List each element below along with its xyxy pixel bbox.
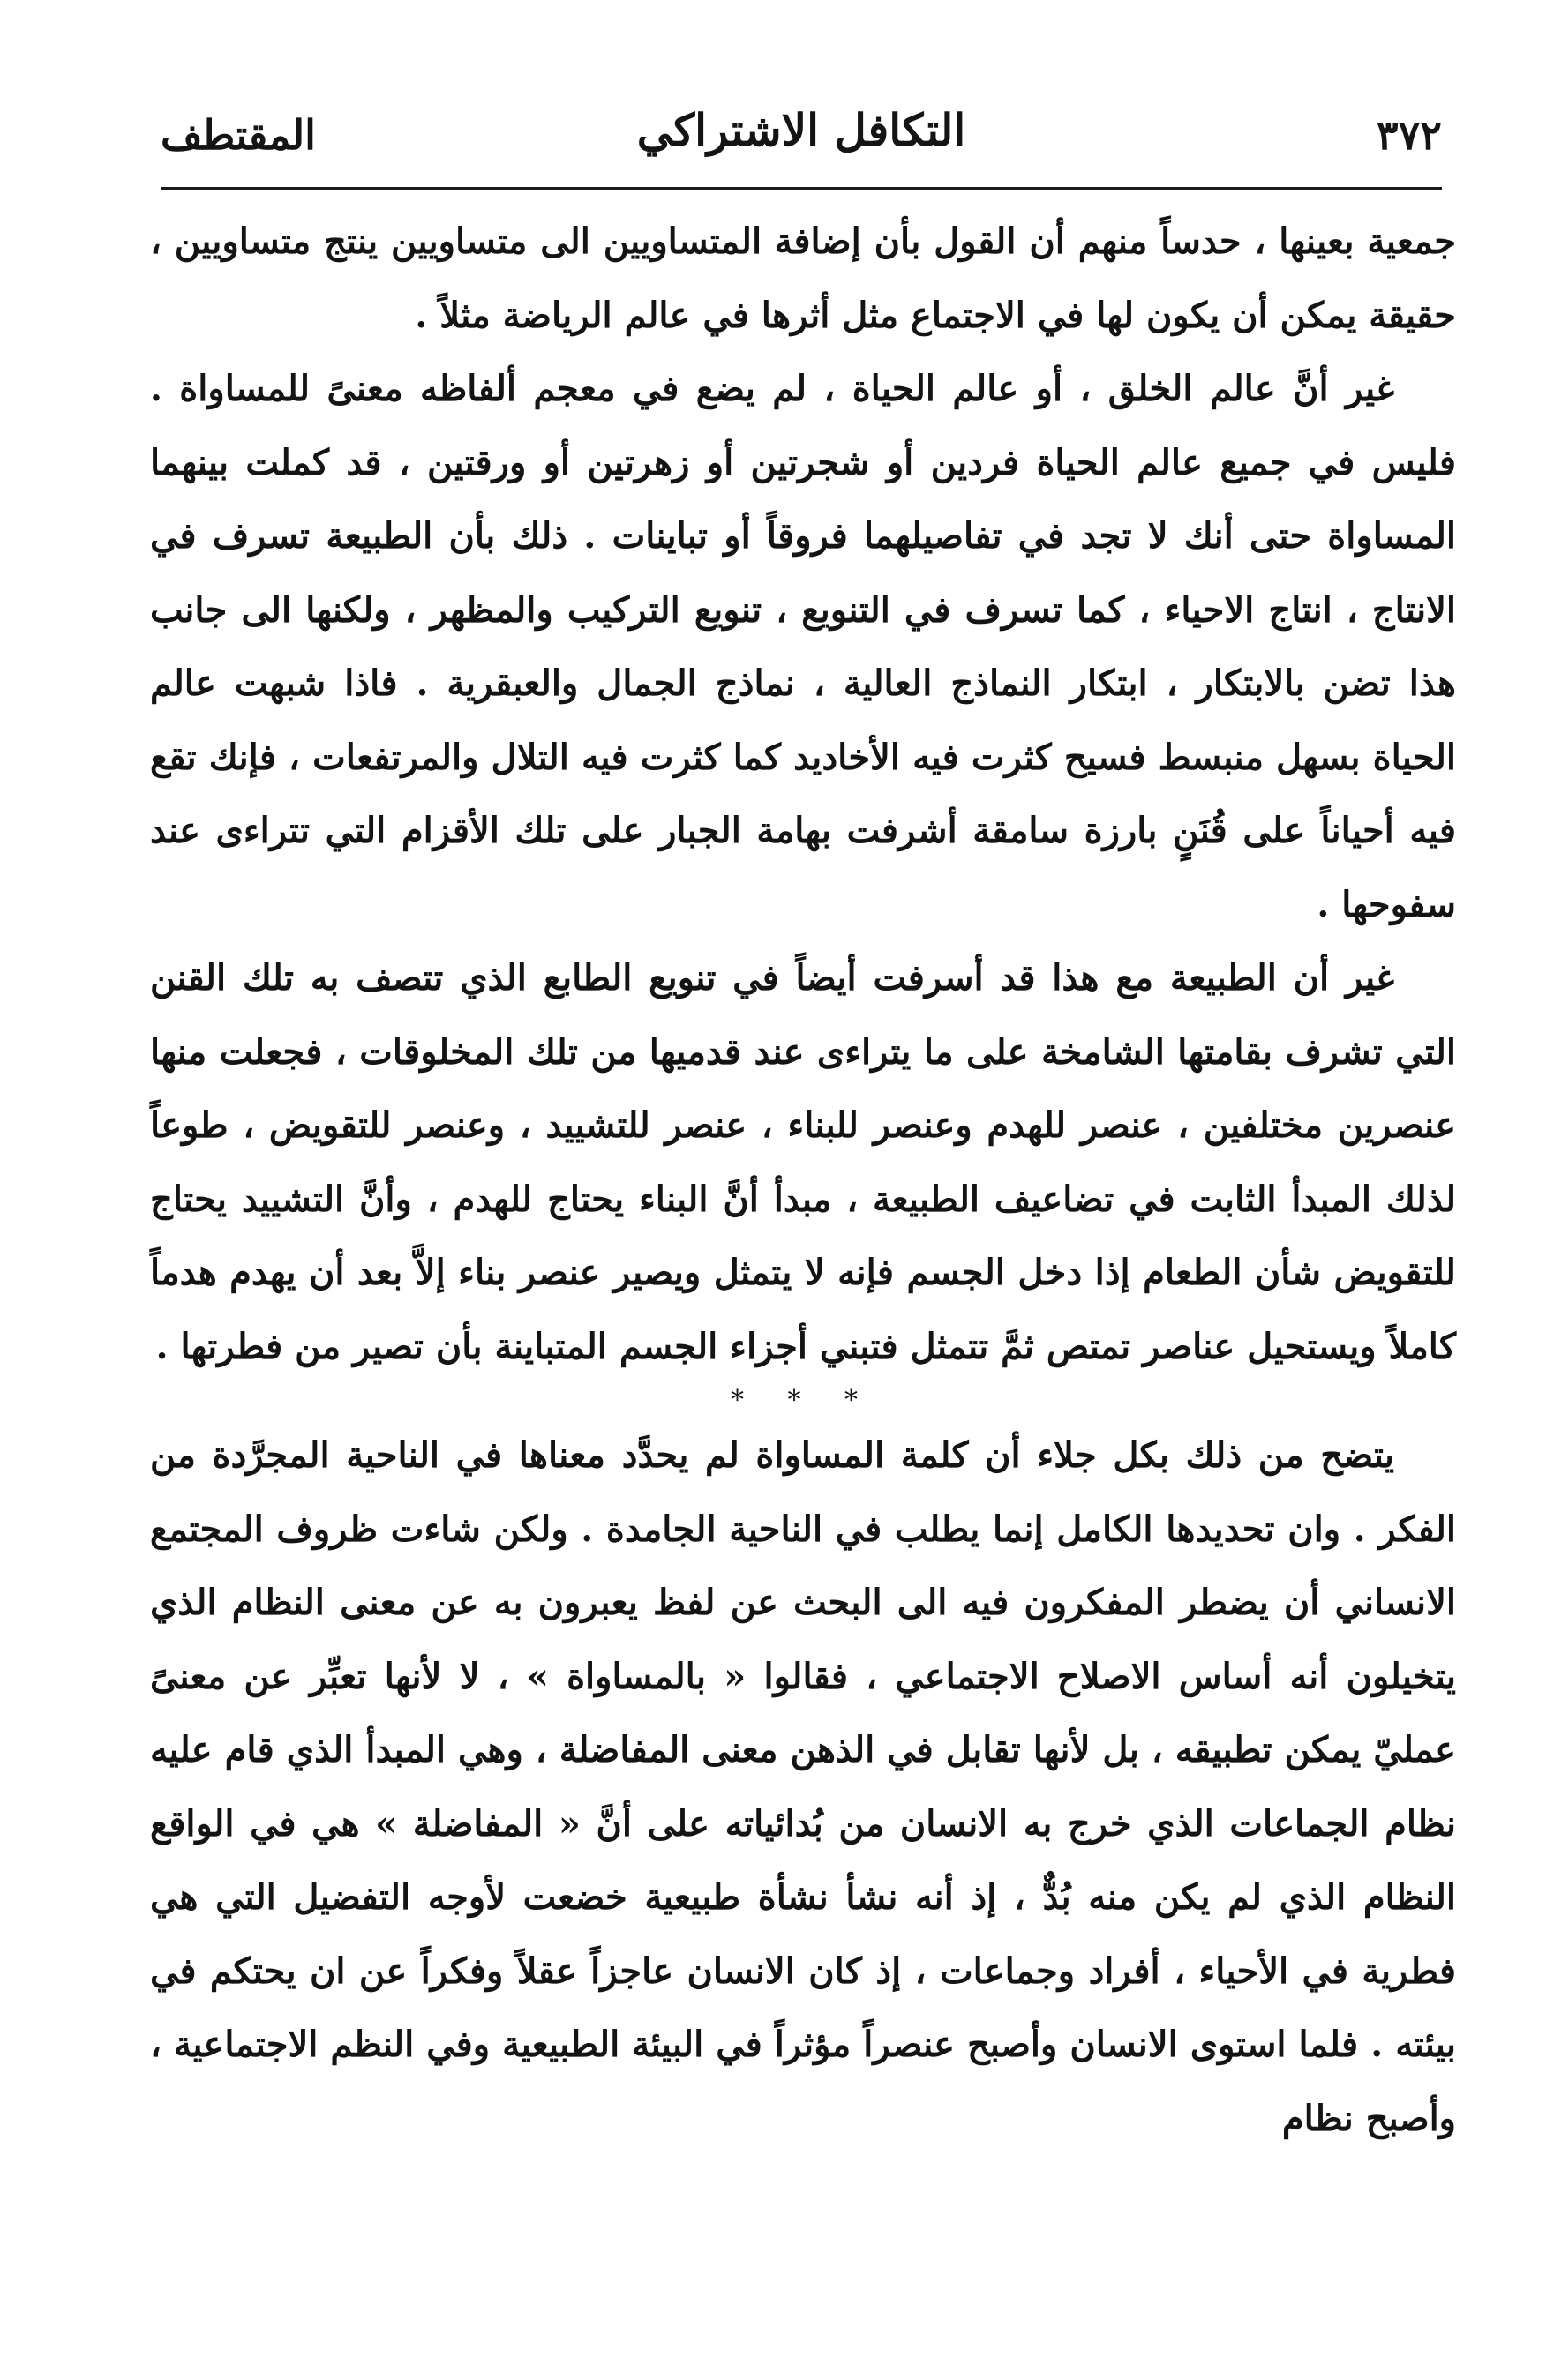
page-header: [161, 104, 1442, 178]
running-title: التكافل الاشتراكي: [636, 104, 966, 156]
paragraph-4: يتضح من ذلك بكل جلاء أن كلمة المساواة لم يحدَّد معناها في الناحية المجرَّدة من الفكر . وان تحديدها الكامل إنما يطلب في الناحية الجامدة . ولكن شاءت ظروف المجتمع الانساني أن يضطر المفكرون فيه الى البحث عن لفظ يعبرون به عن معنى النظام الذي يتخيلون أنه أساس الاصلاح الاجتماعي ، فقالوا « بالمساواة » ، لا لأنها تعبِّر عن معنىً عمليّ يمكن تطبيقه ، بل لأنها تقابل في الذهن معنى المفاضلة ، وهي المبدأ الذي قام عليه نظام الجماعات الذي خرج به الانسان من بُدائياته على أنَّ « المفاضلة » هي في الواقع النظام الذي لم يكن منه بُدٌّ ، إذ أنه نشأ نشأة طبيعية خضعت لأوجه التفضيل التي هي فطرية في الأحياء ، أفراد وجماعات ، إذ كان الانسان عاجزاً عقلاً وفكراً عن ان يحتكم في بيئته . فلما استوى الانسان وأصبح عنصراً مؤثراً في البيئة الطبيعية وفي النظم الاجتماعية ، وأصبح نظام: [150, 1434, 1456, 2139]
paragraph-1: جمعية بعينها ، حدساً منهم أن القول بأن إضافة المتساويين الى متساويين ينتج متساويين ، حقيقة يمكن أن يكون لها في الاجتماع مثل أثرها في عالم الرياضة مثلاً .: [150, 221, 1456, 336]
body-text: [150, 205, 1456, 2155]
paragraph-2: غير أنَّ عالم الخلق ، أو عالم الحياة ، لم يضع في معجم ألفاظه معنىً للمساواة . فليس في جميع عالم الحياة فردين أو شجرتين أو زهرتين أو ورقتين ، قد كملت بينهما المساواة حتى أنك لا تجد في تفاصيلهما فروقاً أو تباينات . ذلك بأن الطبيعة تسرف في الانتاج ، انتاج الاحياء ، كما تسرف في التنويع ، تنويع التركيب والمظهر ، ولكنها الى جانب هذا تضن بالابتكار ، ابتكار النماذج العالية ، نماذج الجمال والعبقرية . فاذا شبهت عالم الحياة بسهل منبسط فسيح كثرت فيه الأخاديد كما كثرت فيه التلال والمرتفعات ، فإنك تقع فيه أحياناً على قُنَنٍ بارزة سامقة أشرفت بهامة الجبار على تلك الأقزام التي تتراءى عند سفوحها .: [150, 368, 1456, 925]
page-number: ٣٧٢: [1376, 111, 1442, 159]
paragraph-3: غير أن الطبيعة مع هذا قد أسرفت أيضاً في تنويع الطابع الذي تتصف به تلك القنن التي تشرف بقامتها الشامخة على ما يتراءى عند قدميها من تلك المخلوقات ، فجعلت منها عنصرين مختلفين ، عنصر للهدم وعنصر للبناء ، عنصر للتشييد ، وعنصر للتقويض ، طوعاً لذلك المبدأ الثابت في تضاعيف الطبيعة ، مبدأ أنَّ البناء يحتاج للهدم ، وأنَّ التشييد يحتاج للتقويض شأن الطعام إذا دخل الجسم فإنه لا يتمثل ويصير عنصر بناء إلاَّ بعد أن يهدم هدماً كاملاً ويستحيل عناصر تمتص ثمَّ تتمثل فتبني أجزاء الجسم المتباينة بأن تصير من فطرتها .: [150, 957, 1456, 1367]
journal-name: المقتطف: [161, 111, 316, 159]
header-rule: [161, 187, 1442, 190]
section-separator: * * *: [730, 1385, 876, 1416]
